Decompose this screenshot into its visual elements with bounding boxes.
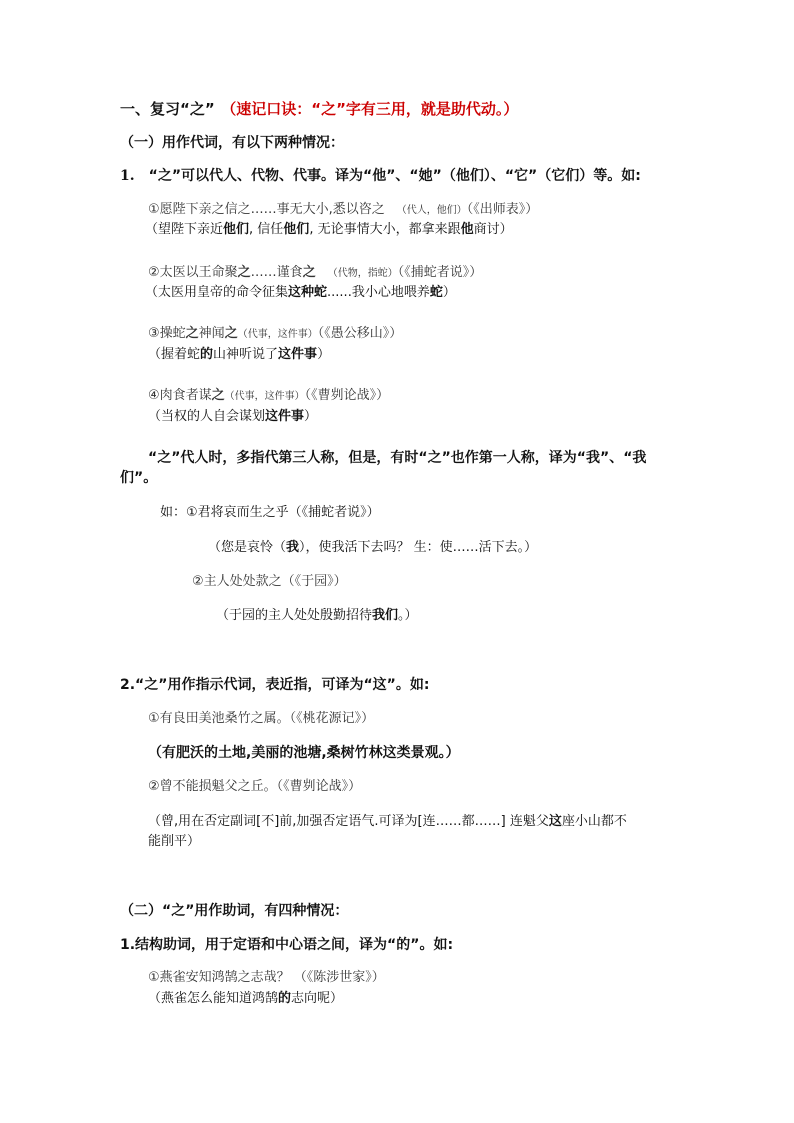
example-3-part: 神闻 [198,326,225,341]
translation-6-part: （于园的主人处处殷勤招待 [216,608,373,623]
example-6: ②主人处处款之（《于园》） [192,574,347,589]
translation-6-part: 。） [398,608,418,623]
example-5: 如：①君将哀而生之乎（《捕蛇者说》） [160,505,380,520]
example-4-emph: 之 [211,388,225,403]
part2-translation-1-part: 志向呢） [291,991,344,1006]
translation-2-part: ......我小心地喂养 [327,285,430,300]
example-2-part: ②太医以王命聚 [148,265,238,280]
translation-6 [216,608,418,624]
example-1 [148,202,538,218]
translation-5-part: （您是哀怜（ [208,540,287,555]
example-3-emph: 之 [224,326,238,341]
translation-1-emph: 他 [460,222,474,237]
part2-translation-1-emph: 的 [278,991,292,1006]
example-3-note: （代事，这件事） [237,329,318,340]
translation-2-part: （太医用皇帝的命令征集 [145,285,289,300]
example-4-note: （代事，这件事） [224,391,305,402]
translation-1-part: （望陛下亲近 [145,222,224,237]
example-2-source: （《捕蛇者说》） [397,265,483,280]
translation-8-part: （曾,用在否定副词[不]前,加强否定语气.可译为[连……都……] 连魁父 [148,814,549,829]
example-3-emph: 之 [185,326,199,341]
translation-3-part: ） [317,347,331,362]
example-1-note: （代人，他们） [396,205,467,216]
example-8: ②曾不能损魁父之丘。（《曹刿论战》） [148,779,362,794]
example-7: ①有良田美池桑竹之属。（《桃花源记》） [148,711,375,726]
translation-3-part: （握着蛇 [148,347,201,362]
translation-2-part: ） [442,285,456,300]
part2-translation-1-part: （燕雀怎么能知道鸿鹄 [148,991,279,1006]
translation-2-emph: 这种蛇 [288,285,328,300]
translation-1-part: , 无论事情大小，都拿来跟 [309,222,461,237]
example-2-emph: 之 [237,265,251,280]
translation-2-emph: 蛇 [429,285,443,300]
example-2 [148,265,482,281]
translation-8-part: 座小山都不 [561,814,627,829]
part2-example-1: ①燕雀安知鸿鹄之志哉？ （《陈涉世家》） [148,970,385,985]
translation-4-part: （当权的人自会谋划 [148,409,266,424]
translation-8-line2: 能削平） [148,834,201,849]
translation-5 [208,540,537,556]
example-2-note: （代物，指蛇） [327,268,398,279]
part2-heading: （二）“之”用作助词，有四种情况： [120,903,349,919]
example-2-part: ……谨食 [250,265,303,280]
section-title-line [120,100,518,119]
example-4-part: ④肉食者谋 [148,388,212,403]
example-4-source: （《曹刿论战》） [304,388,390,403]
translation-1-part: , 信任 [249,222,284,237]
part1-heading: （一）用作代词，有以下两种情况： [120,135,344,151]
example-4 [148,388,389,404]
translation-1-emph: 他们 [283,222,310,237]
part2-translation-1 [148,991,343,1007]
translation-4-part: ） [304,409,318,424]
part1-item1 [120,168,641,186]
example-3-source: （《愚公移山》） [317,326,403,341]
translation-3-part: 山神听说了 [213,347,279,362]
translation-6-emph: 我们 [372,608,399,623]
translation-1-emph: 他们 [223,222,250,237]
section-title: 一、复习“之” [120,100,215,118]
translation-2 [145,285,456,301]
translation-8-line1 [148,814,627,830]
example-2-emph: 之 [302,265,316,280]
translation-3 [148,347,330,363]
translation-3-emph: 的 [200,347,214,362]
translation-7: （有肥沃的土地,美丽的池塘,桑树竹林这类景观。） [148,745,460,761]
translation-3-emph: 这件事 [278,347,318,362]
first-person-note-line2: 们”。 [120,470,158,486]
translation-8-emph: 这 [548,814,562,829]
translation-4-emph: 这件事 [265,409,305,424]
translation-5-emph: 我 [286,540,300,555]
item1-text: “之”可以代人、代物、代事。译为“他”、“她”（他们）、“它”（它们）等。如: [148,168,641,184]
example-1-source: （《出师表》） [466,202,539,217]
example-3-part: ③操蛇 [148,326,186,341]
translation-1 [145,222,513,238]
item1-number: 1. [120,168,135,184]
translation-4 [148,409,317,425]
example-1-text: ①愿陛下亲之信之……事无大小,悉以咨之 [148,202,385,217]
mnemonic-text: （速记口诀：“之”字有三用，就是助代动。） [228,100,519,118]
example-3 [148,326,402,342]
translation-5-part: ），使我活下去吗？ 生：使……活下去。） [299,540,538,555]
part1-item2: 2.“之”用作指示代词，表近指，可译为“这”。如: [120,677,430,693]
part2-item1: 1.结构助词，用于定语和中心语之间，译为“的”。如: [120,937,454,953]
translation-1-part: 商讨） [473,222,513,237]
first-person-note-line1: “之”代人时，多指代第三人称，但是，有时“之”也作第一人称，译为“我”、“我 [148,450,647,466]
